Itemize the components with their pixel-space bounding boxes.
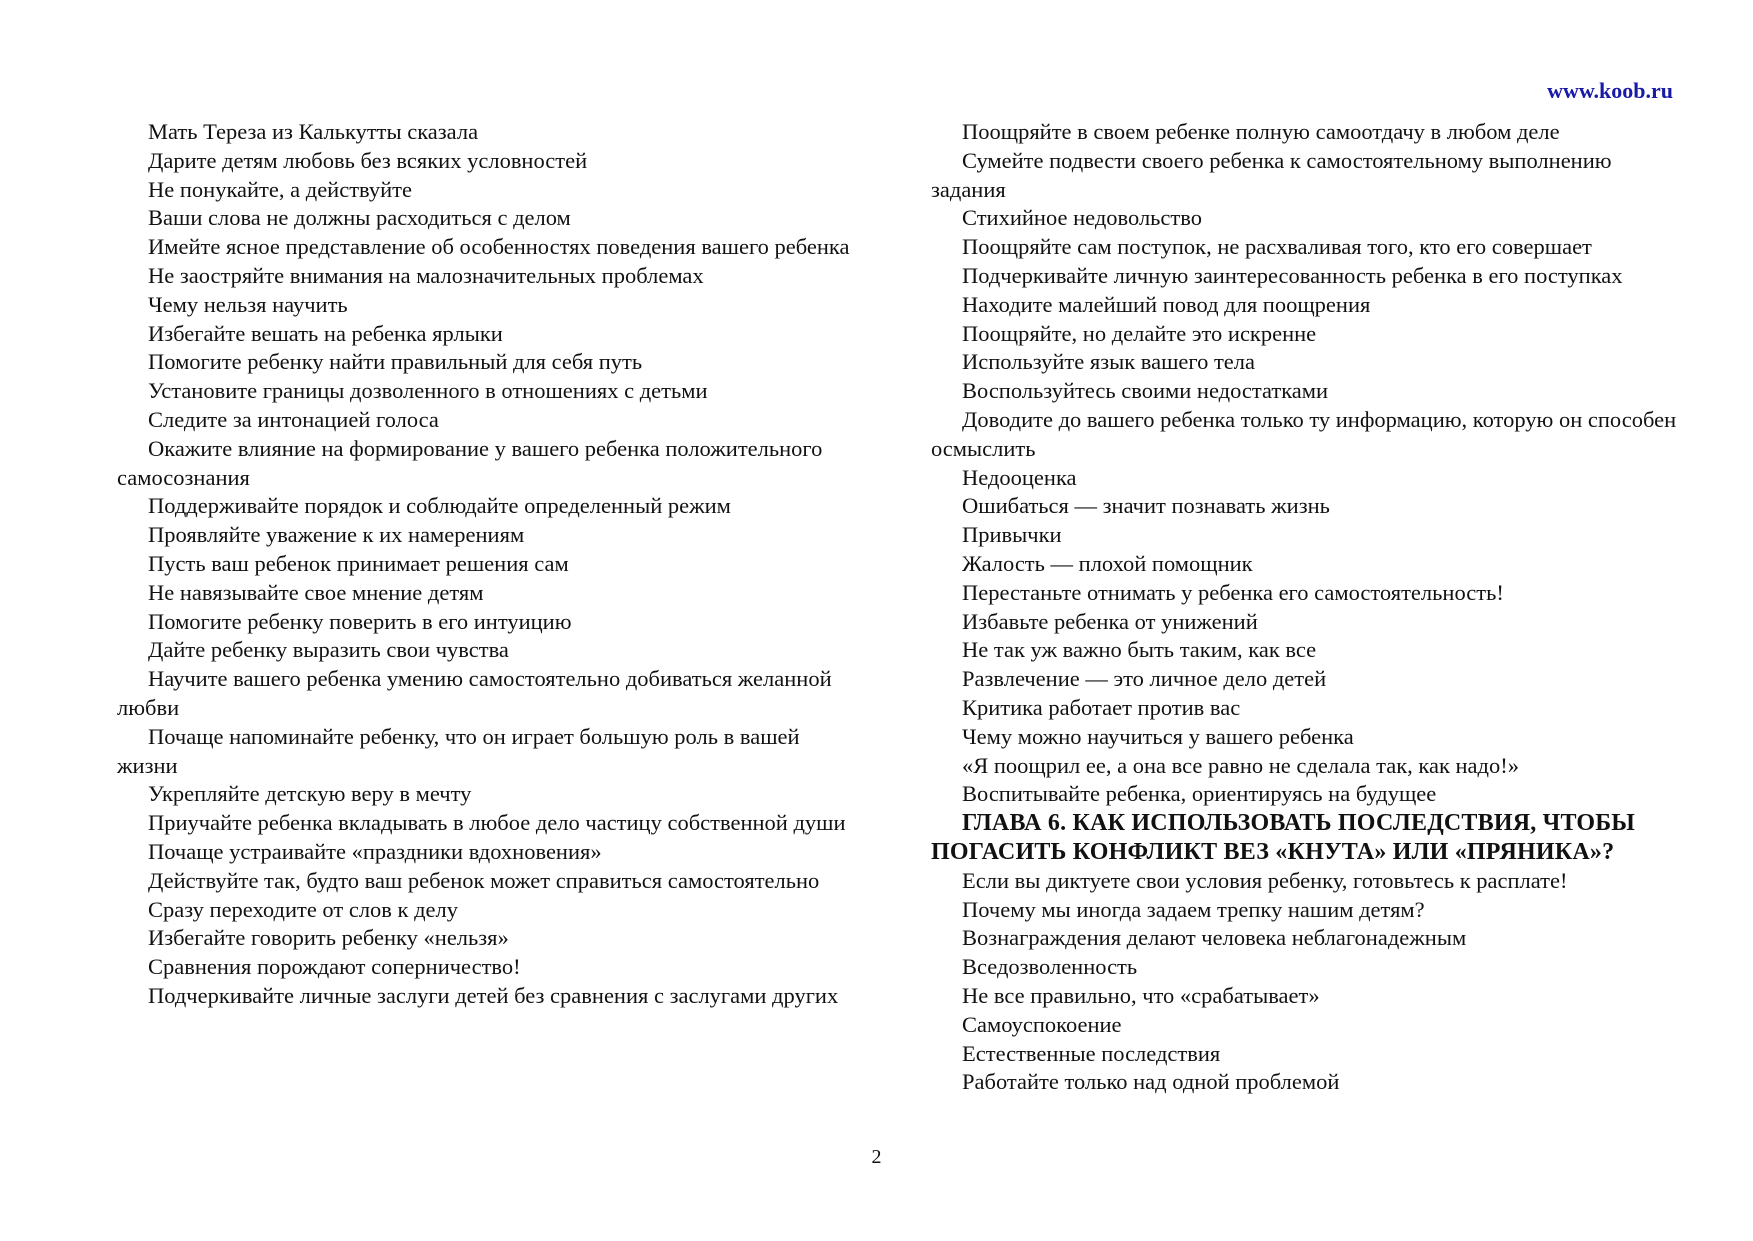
toc-entry: Находите малейший повод для поощрения xyxy=(962,291,1371,317)
toc-entry: Подчеркивайте личные заслуги детей без сравнения с заслугами других xyxy=(148,982,839,1008)
toc-entry: Подчеркивайте личную заинтересованность ребенка в его поступках xyxy=(962,262,1623,288)
toc-entry: Поощряйте сам поступок, не расхваливая того, кто его совершает xyxy=(962,234,1592,260)
toc-entry: Недооценка xyxy=(962,464,1077,490)
toc-entry: Не навязывайте свое мнение детям xyxy=(148,579,484,605)
toc-entry: Избавьте ребенка от унижений xyxy=(962,608,1258,634)
toc-entry: Сравнения порождают соперничество! xyxy=(148,954,521,980)
toc-entry: Укрепляйте детскую веру в мечту xyxy=(148,781,472,807)
chapter-heading: ГЛАВА 6. КАК ИСПОЛЬЗОВАТЬ ПОСЛЕДСТВИЯ, ЧТОБЫ ПОГАСИТЬ КОНФЛИКТ ВЕЗ «КНУТА» ИЛИ «ПРЯНИКА»? xyxy=(931,810,1636,865)
toc-entry: Воспользуйтесь своими недостатками xyxy=(962,378,1329,404)
toc-entry: Ваши слова не должны расходиться с делом xyxy=(148,205,571,231)
toc-entry: Следите за интонацией голоса xyxy=(148,406,439,432)
toc-entry: Окажите влияние на формирование у вашего ребенка положительного самосознания xyxy=(117,435,823,490)
toc-entry: Поддерживайте порядок и соблюдайте определенный режим xyxy=(148,493,731,519)
toc-entry: Поощряйте, но делайте это искренне xyxy=(962,320,1317,346)
toc-entry: Используйте язык вашего тела xyxy=(962,349,1255,375)
toc-entry: Работайте только над одной проблемой xyxy=(962,1069,1340,1095)
toc-entry: Не все правильно, что «срабатывает» xyxy=(962,982,1320,1008)
toc-entry: Помогите ребенку поверить в его интуицию xyxy=(148,608,572,634)
toc-entry: Почаще устраивайте «праздники вдохновения» xyxy=(148,838,602,864)
toc-entry: Привычки xyxy=(962,522,1062,548)
toc-entry: Не заостряйте внимания на малозначительных проблемах xyxy=(148,262,704,288)
toc-entry: Если вы диктуете свои условия ребенку, готовьтесь к расплате! xyxy=(962,867,1568,893)
toc-entry: Пусть ваш ребенок принимает решения сам xyxy=(148,550,569,576)
toc-entry: Чему можно научиться у вашего ребенка xyxy=(962,723,1354,749)
toc-entry: Сразу переходите от слов к делу xyxy=(148,896,459,922)
toc-column-right xyxy=(931,118,1683,1097)
toc-entry: Приучайте ребенка вкладывать в любое дело частицу собственной души xyxy=(148,810,846,836)
toc-entry: Сумейте подвести своего ребенка к самостоятельному выполнению задания xyxy=(931,147,1612,202)
toc-entry: Вседозволенность xyxy=(962,954,1138,980)
site-link[interactable]: www.koob.ru xyxy=(1547,78,1673,103)
toc-entry: Дарите детям любовь без всяких условностей xyxy=(148,147,588,173)
toc-entry: Жалость — плохой помощник xyxy=(962,550,1253,576)
toc-entry: Доводите до вашего ребенка только ту информацию, которую он способен осмыслить xyxy=(931,406,1677,461)
toc-entry: Критика работает против вас xyxy=(962,694,1241,720)
toc-entry: Дайте ребенку выразить свои чувства xyxy=(148,637,509,663)
toc-entry: Научите вашего ребенка умению самостоятельно добиваться желанной любви xyxy=(117,666,832,720)
toc-entry: Самоуспокоение xyxy=(962,1011,1122,1037)
toc-entry: Развлечение — это личное дело детей xyxy=(962,666,1327,692)
toc-entry: Установите границы дозволенного в отношениях с детьми xyxy=(148,378,708,404)
toc-entry: Поощряйте в своем ребенке полную самоотдачу в любом деле xyxy=(962,119,1560,144)
toc-entry: Помогите ребенку найти правильный для себя путь xyxy=(148,349,643,375)
toc-entry: Почаще напоминайте ребенку, что он играет большую роль в вашей жизни xyxy=(117,723,800,778)
page-number: 2 xyxy=(871,1146,882,1168)
toc-entry: Избегайте вешать на ребенка ярлыки xyxy=(148,320,503,346)
toc-entry: Почему мы иногда задаем трепку нашим детям? xyxy=(962,896,1425,922)
toc-entry: Стихийное недовольство xyxy=(962,205,1202,231)
toc-entry: «Я поощрил ее, а она все равно не сделала так, как надо!» xyxy=(962,752,1519,778)
toc-entry: Не понукайте, а действуйте xyxy=(148,176,413,202)
toc-entry: Действуйте так, будто ваш ребенок может справиться самостоятельно xyxy=(148,867,820,893)
toc-entry: Вознаграждения делают человека неблагонадежным xyxy=(962,925,1467,951)
toc-entry: Не так уж важно быть таким, как все xyxy=(962,637,1317,663)
toc-column-left xyxy=(117,118,857,1011)
toc-entry: Проявляйте уважение к их намерениям xyxy=(148,522,525,548)
toc-entry: Ошибаться — значит познавать жизнь xyxy=(962,493,1330,519)
toc-entry: Естественные последствия xyxy=(962,1040,1221,1066)
toc-entry: Воспитывайте ребенка, ориентируясь на будущее xyxy=(962,781,1437,807)
toc-entry: Избегайте говорить ребенку «нельзя» xyxy=(148,925,509,951)
toc-entry: Чему нельзя научить xyxy=(148,291,348,317)
toc-entry: Перестаньте отнимать у ребенка его самостоятельность! xyxy=(962,579,1504,605)
toc-entry: Мать Тереза из Калькутты сказала xyxy=(148,119,479,144)
toc-entry: Имейте ясное представление об особенностях поведения вашего ребенка xyxy=(148,234,850,260)
